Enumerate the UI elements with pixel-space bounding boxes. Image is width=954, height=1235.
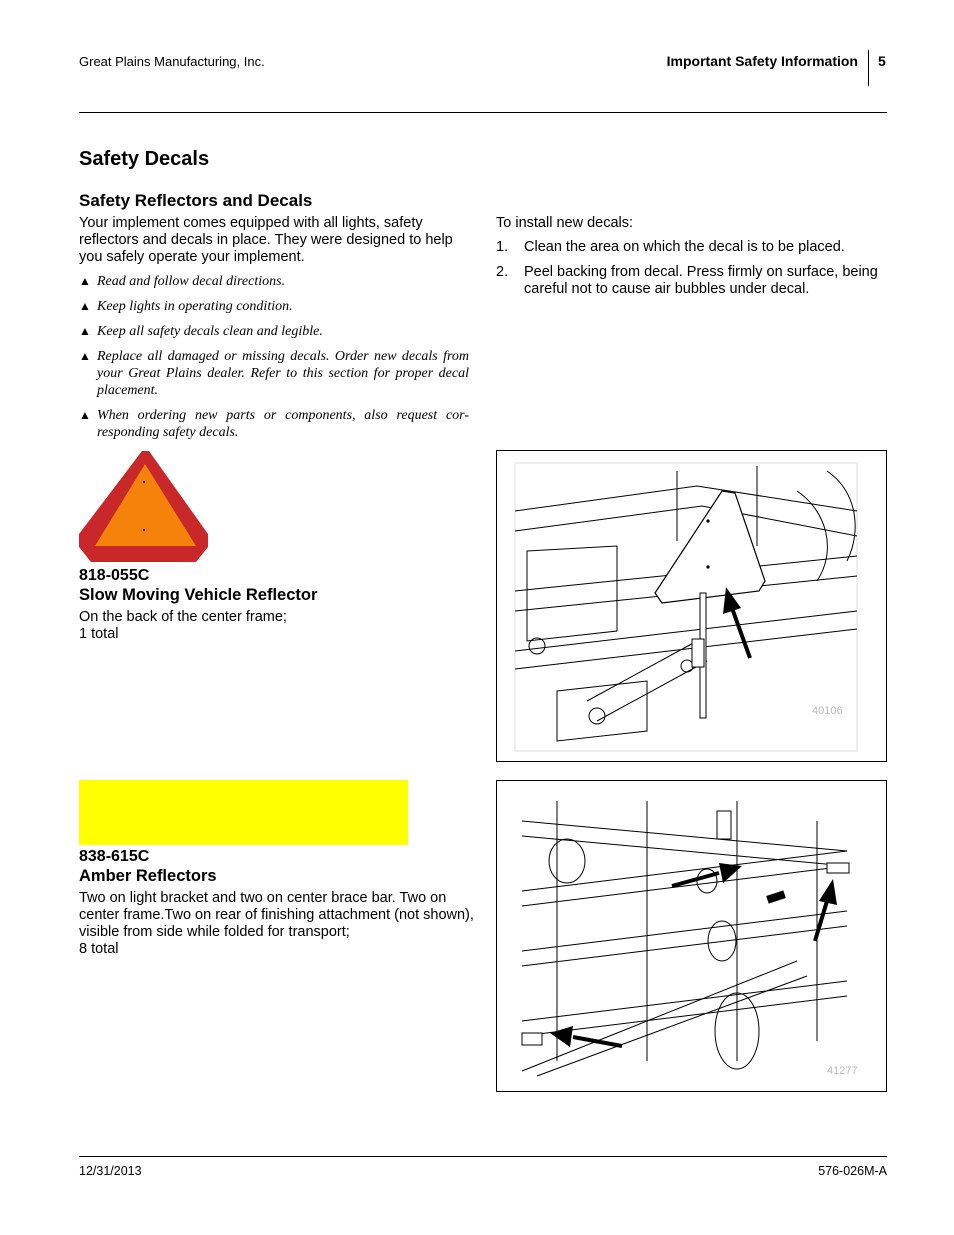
decal-part-number: 818-055C [79, 567, 150, 584]
list-item: ▲ Read and follow decal directions. [79, 274, 286, 289]
pointer-arrow-icon [672, 863, 742, 886]
figure-smv-location [496, 450, 887, 762]
page-title: Safety Decals [79, 148, 210, 170]
decal-name: Amber Reflectors [79, 867, 217, 885]
slow-moving-vehicle-reflector-image [79, 450, 209, 565]
safety-bullet-list [79, 273, 469, 449]
list-item: ▲ Replace all damaged or missing decals. Order new decals from your Great Plains dealer. Refer to this section for proper decal placement. [79, 349, 469, 398]
page-number: 5 [878, 53, 886, 69]
install-intro: To install new decals: [496, 215, 634, 231]
list-item: ▲ When ordering new parts or components, also request cor-responding safety decals. [79, 408, 469, 440]
figure-amber-location [496, 780, 887, 1092]
figure-id: 40106 [812, 705, 843, 717]
footer-rule [79, 1156, 887, 1157]
header-divider [868, 50, 869, 86]
header-rule [79, 112, 887, 113]
decal-location: On the back of the center frame; 1 total [79, 609, 287, 642]
header-section-title: Important Safety Information [666, 53, 858, 69]
triangle-bullet-icon: ▲ [79, 274, 91, 288]
list-item: 1. Clean the area on which the decal is to be placed. [496, 239, 845, 255]
triangle-bullet-icon: ▲ [79, 349, 91, 363]
list-item: 2. Peel backing from decal. Press firmly on surface, being careful not to cause air bubbles under decal. [496, 264, 878, 297]
header-company: Great Plains Manufacturing, Inc. [79, 54, 265, 69]
pointer-arrow-icon [723, 587, 750, 658]
list-item: ▲ Keep lights in operating condition. [79, 299, 293, 314]
triangle-bullet-icon: ▲ [79, 299, 91, 313]
footer-date: 12/31/2013 [79, 1164, 142, 1178]
list-item: ▲ Keep all safety decals clean and legible. [79, 324, 323, 339]
pointer-arrow-icon [550, 1026, 622, 1047]
decal-name: Slow Moving Vehicle Reflector [79, 586, 318, 604]
install-steps [496, 239, 886, 306]
machine-frame-illustration [497, 451, 886, 761]
decal-part-number: 838-615C [79, 848, 150, 865]
section-subtitle: Safety Reflectors and Decals [79, 191, 313, 210]
triangle-bullet-icon: ▲ [79, 324, 91, 338]
amber-reflector-image [79, 780, 408, 845]
figure-id: 41277 [827, 1065, 858, 1077]
decal-location: Two on light bracket and two on center brace bar. Two on center frame.Two on rear of finishing attachment (not shown), visible from side while folded for transport; 8 total [79, 890, 474, 957]
machine-frame-illustration [497, 781, 886, 1091]
pointer-arrow-icon [815, 879, 837, 941]
footer-doc-number: 576-026M-A [818, 1164, 887, 1178]
intro-paragraph: Your implement comes equipped with all lights, safety reflectors and decals in place. They were designed to help you safely operate your implement. [79, 215, 453, 265]
triangle-bullet-icon: ▲ [79, 408, 91, 422]
